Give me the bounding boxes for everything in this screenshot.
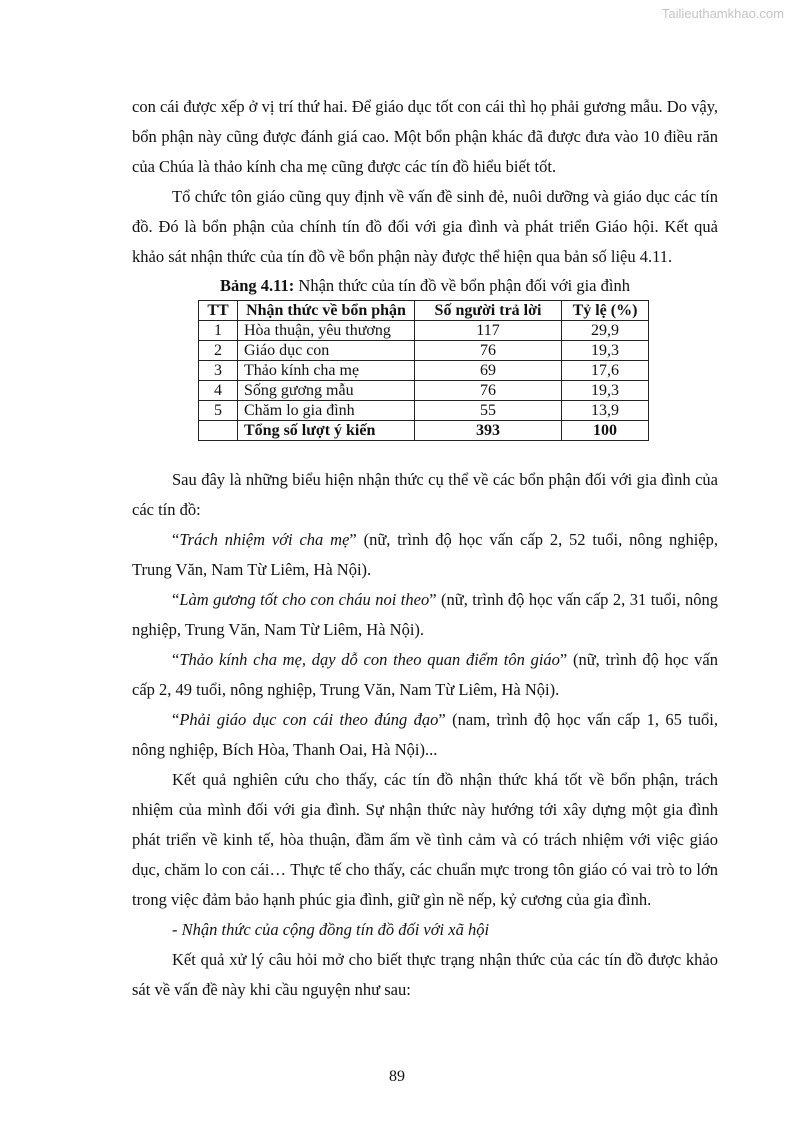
page-number: 89 — [389, 1068, 405, 1085]
cell-percent: 19,3 — [562, 341, 649, 361]
cell-respondents: 76 — [415, 381, 562, 401]
table-caption — [132, 272, 718, 300]
cell-tt — [199, 421, 238, 441]
quote-2: “Làm gương tốt cho con cháu noi theo” (nữ, trình độ học vấn cấp 2, 31 tuổi, nông nghiệp, Trung Văn, Nam Từ Liêm, Hà Nội). — [132, 590, 718, 639]
table-row — [199, 401, 649, 421]
table-row — [199, 341, 649, 361]
cell-total-label: Tổng số lượt ý kiến — [238, 421, 415, 441]
cell-tt: 3 — [199, 361, 238, 381]
table-total-row — [199, 421, 649, 441]
quote-text: Làm gương tốt cho con cháu noi theo — [179, 590, 430, 609]
cell-awareness: Thảo kính cha mẹ — [238, 361, 415, 381]
cell-respondents: 117 — [415, 321, 562, 341]
quote-1: “Trách nhiệm với cha mẹ” (nữ, trình độ học vấn cấp 2, 52 tuổi, nông nghiệp, Trung Văn, Nam Từ Liêm, Hà Nội). — [132, 530, 718, 579]
subheading: - Nhận thức của cộng đồng tín đồ đối với xã hội — [172, 920, 490, 939]
table-caption-text: Nhận thức của tín đồ về bổn phận đối với gia đình — [294, 276, 630, 295]
table-row — [199, 381, 649, 401]
cell-awareness: Sống gương mẫu — [238, 381, 415, 401]
cell-percent: 29,9 — [562, 321, 649, 341]
cell-tt: 5 — [199, 401, 238, 421]
table-header-row — [199, 301, 649, 321]
header-tt: TT — [199, 301, 238, 321]
paragraph-intro-quotes: Sau đây là những biểu hiện nhận thức cụ thể về các bổn phận đối với gia đình của các tín đồ: — [132, 470, 718, 519]
cell-percent: 17,6 — [562, 361, 649, 381]
cell-respondents: 69 — [415, 361, 562, 381]
cell-percent: 13,9 — [562, 401, 649, 421]
paragraph-1: con cái được xếp ở vị trí thứ hai. Để giáo dục tốt con cái thì họ phải gương mẫu. Do vậy, bổn phận này cũng được đánh giá cao. Một bổn phận khác đã được đưa vào 10 điều răn của Chúa là thảo kính cha mẹ cũng được các tín đồ hiểu biết tốt. — [132, 97, 718, 176]
paragraph-2: Tổ chức tôn giáo cũng quy định về vấn đề sinh đẻ, nuôi dưỡng và giáo dục các tín đồ. Đó là bổn phận của chính tín đồ đối với gia đình và phát triển Giáo hội. Kết quả khảo sát nhận thức của tín đồ về bổn phận này được thể hiện qua bản số liệu 4.11. — [132, 187, 718, 266]
paragraph-final: Kết quả xử lý câu hỏi mở cho biết thực trạng nhận thức của các tín đồ được khảo sát về vấn đề này khi cầu nguyện như sau: — [132, 950, 718, 999]
table-caption-label: Bảng 4.11: — [220, 276, 295, 295]
cell-respondents: 76 — [415, 341, 562, 361]
cell-respondents: 55 — [415, 401, 562, 421]
header-awareness: Nhận thức về bổn phận — [238, 301, 415, 321]
cell-awareness: Hòa thuận, yêu thương — [238, 321, 415, 341]
cell-awareness: Giáo dục con — [238, 341, 415, 361]
cell-total-respondents: 393 — [415, 421, 562, 441]
cell-total-percent: 100 — [562, 421, 649, 441]
quote-3: “Thảo kính cha mẹ, dạy dỗ con theo quan điểm tôn giáo” (nữ, trình độ học vấn cấp 2, 49 tuổi, nông nghiệp, Trung Văn, Nam Từ Liêm, Hà Nội). — [132, 650, 718, 699]
table-row — [199, 361, 649, 381]
paragraph-conclusion: Kết quả nghiên cứu cho thấy, các tín đồ nhận thức khá tốt về bổn phận, trách nhiệm của mình đối với gia đình. Sự nhận thức này hướng tới xây dựng một gia đình phát triển về kinh tế, hòa thuận, đầm ấm về tình cảm và có trách nhiệm với việc giáo dục, chăm lo con cái… Thực tế cho thấy, các chuẩn mực trong tôn giáo có vai trò to lớn trong việc đảm bảo hạnh phúc gia đình, giữ gìn nề nếp, kỷ cương của gia đình. — [132, 770, 718, 909]
header-percent: Tỷ lệ (%) — [562, 301, 649, 321]
cell-awareness: Chăm lo gia đình — [238, 401, 415, 421]
cell-tt: 4 — [199, 381, 238, 401]
cell-tt: 2 — [199, 341, 238, 361]
table-row — [199, 321, 649, 341]
page-body — [132, 92, 718, 1005]
quote-text: Trách nhiệm với cha mẹ — [179, 530, 350, 549]
header-respondents: Số người trả lời — [415, 301, 562, 321]
watermark: Tailieuthamkhao.com — [661, 6, 784, 21]
data-table — [198, 300, 649, 441]
quote-text: Thảo kính cha mẹ, dạy dỗ con theo quan điểm tôn giáo — [179, 650, 560, 669]
cell-percent: 19,3 — [562, 381, 649, 401]
quote-text: Phải giáo dục con cái theo đúng đạo — [179, 710, 439, 729]
quote-4: “Phải giáo dục con cái theo đúng đạo” (nam, trình độ học vấn cấp 1, 65 tuổi, nông nghiệp, Bích Hòa, Thanh Oai, Hà Nội)... — [132, 710, 718, 759]
cell-tt: 1 — [199, 321, 238, 341]
